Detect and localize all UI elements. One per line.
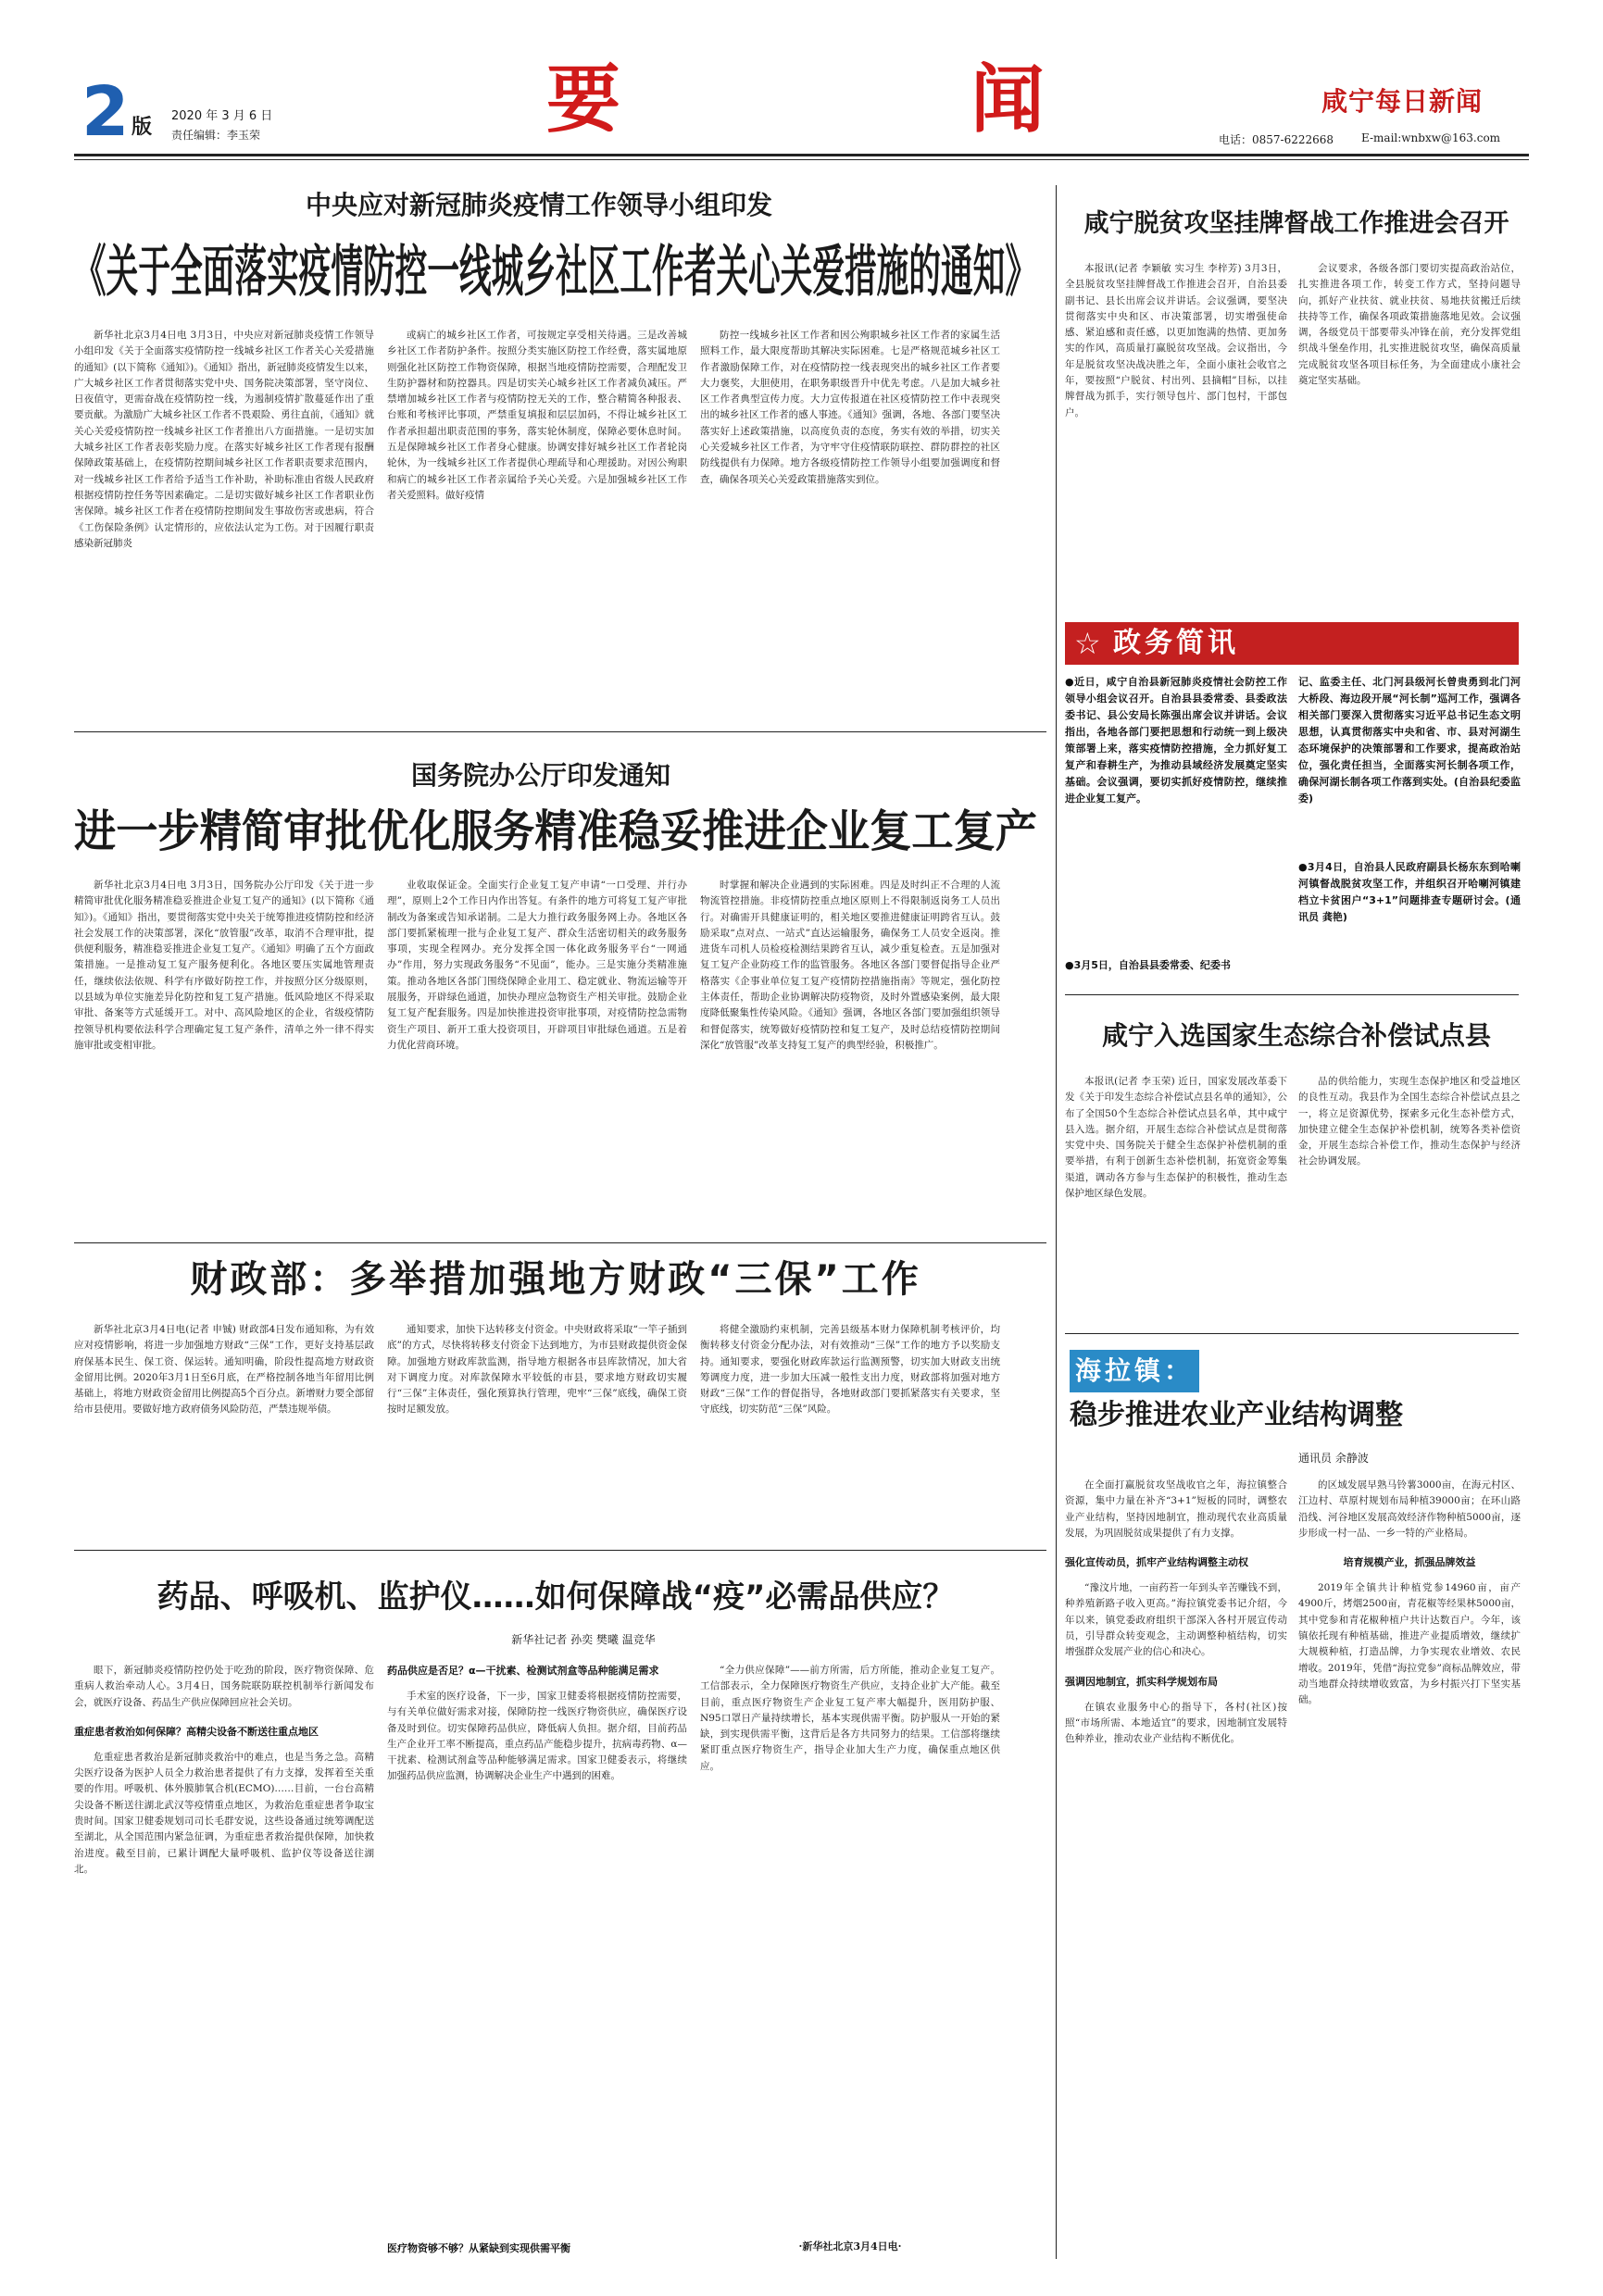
meeting-col2: 会议要求，各级各部门要切实提高政治站位，扎实推进各项工作，转变工作方式，坚持问题导向，抓好产业扶贫、就业扶贫、易地扶贫搬迁后续扶持等工作，确保各项政策措施落地见效。会议强调，各级党员干部要带头冲锋在前，充分发挥党组织战斗堡垒作用，扎实推进脱贫攻坚，确保高质量完成脱贫攻坚各项目标任务，为全面建成小康社会奠定坚实基础。 (1298, 263, 1521, 387)
meeting-title: 咸宁脱贫攻坚挂牌督战工作推进会召开 (1083, 209, 1509, 238)
article3-col2: 通知要求，加快下达转移支付资金。中央财政将采取“一竿子插到底”的方式，尽快将转移支付资金下达到地方，为市县财政提供资金保障。加强地方财政库款监测，指导地方根据各市县库款情况，加大省对下调度力度。对库款保障水平较低的市县，要求地方财政切实履行“三保”主体责任，强化预算执行管理，兜牢“三保”底线，确保工资按时足额发放。 (387, 1324, 687, 1416)
contact-phone: 电话：0857-6222668 (1219, 133, 1334, 146)
masthead-rule (74, 154, 1529, 156)
article4-subhead-3: 医疗物资够不够？从紧缺到实现供需平衡 (387, 2242, 570, 2254)
town-subhead-2: 强调因地制宜，抓实科学规划布局 (1065, 1675, 1218, 1688)
article1-col1: 新华社北京3月4日电 3月3日，中央应对新冠肺炎疫情工作领导小组印发《关于全面落实疫情防控一线城乡社区工作者关心关爱措施的通知》(以下简称《通知》)。《通知》指出，新冠肺炎疫情发生以来，广大城乡社区工作者贯彻落实党中央、国务院决策部署，坚守岗位、日夜值守，更需奋战在疫情防控一线，为遏制疫情扩散蔓延作出了重要贡献。为激励广大城乡社区工作者不畏艰险、勇往直前，《通知》就关心关爱疫情防控一线城乡社区工作者推出八方面措施。一是切实加大城乡社区工作者表彰奖励力度。在落实好城乡社区工作者现有报酬保障政策基础上，在疫情防控期间城乡社区工作者职责要求范围内，对一线城乡社区工作者给予适当工作补助，补助标准由省级人民政府根据疫情防控任务等因素确定。二是切实做好城乡社区工作者职业伤害保障。城乡社区工作者在疫情防控期间发生事故伤害或患病，符合《工伤保险条例》认定情形的，应依法认定为工伤。对于因履行职责感染新冠肺炎 (74, 330, 374, 549)
town-intro: 在全面打赢脱贫攻坚战收官之年，海拉镇整合资源，集中力量在补齐“3+1”短板的同时，调整农业产业结构，坚持因地制宜，推动现代农业高质量发展，为巩固脱贫成果提供了有力支撑。 (1065, 1479, 1287, 1539)
article2-col1: 新华社北京3月4日电 3月3日，国务院办公厅印发《关于进一步精简审批优化服务精准稳妥推进企业复工复产的通知》(以下简称《通知》)。《通知》指出，要贯彻落实党中央关于统筹推进疫情防控和经济社会发展工作的决策部署，深化“放管服”改革，取消不合理审批，提供便利服务，精准稳妥推进企业复工复产。《通知》明确了五个方面政策措施。一是推动复工复产服务便利化。各地区要压实属地管理责任，继续依法依规、科学有序做好防控工作，并按照分区分级原则，以县域为单位实施差异化防控和复工复产措施。低风险地区不得采取审批、备案等方式延缓开工。对中、高风险地区的企业，省级疫情防控领导机构要依法科学合理确定复工复产条件，清单之外一律不得实施审批或变相审批。 (74, 880, 374, 1051)
briefs-header-bar (1065, 622, 1519, 665)
article4-dateline: ·新华社北京3月4日电· (798, 2240, 902, 2252)
article4-subhead-2: 药品供应是否足？α—干扰素、检测试剂盒等品种能满足需求 (387, 1665, 659, 1677)
town-col1 (1065, 1478, 1287, 2259)
masthead-rule-thin (74, 159, 1529, 160)
town-label-box (1070, 1350, 1207, 1392)
briefs-header: 政务简讯 (1113, 627, 1239, 659)
article1-title-wrap (74, 239, 1037, 313)
article4-col2-body: 手术室的医疗设备，下一步，国家卫健委将根据疫情防控需要，与有关单位做好需求对接，保障防控一线医疗物资供应，确保医疗设备及时到位。切实保障药品供应，降低病人负担。据介绍，目前药品生产企业开工率不断提高，重点药品产能稳步提升，抗病毒药物、α—干扰素、检测试剂盒等品种能够满足需求。国家卫健委表示，将继续加强药品供应监测，协调解决企业生产中遇到的困难。 (387, 1691, 687, 1782)
article4-col3 (700, 1663, 1000, 2255)
town-col2-body-b: 2019年全镇共计种植党参14960亩，亩产4900斤，烤烟2500亩，青花椒等经果林5000亩，其中党参和青花椒种植户共计达数百户。今年，该镇依托现有种植基础，推进产业提质增效，继续扩大规模种植，打造品牌，力争实现农业增效、农民增收。2019年，凭借“海拉党参”商标品牌效应，带动当地群众持续增收致富，为乡村振兴打下坚实基础。 (1298, 1582, 1521, 1706)
issue-date: 2020 年 3 月 6 日 (171, 109, 273, 123)
article3-col3: 将健全激励约束机制，完善县级基本财力保障机制考核评价，均衡转移支付资金分配办法，对有效推动“三保”工作的地方予以奖励支持。通知要求，要强化财政库款运行监测预警，切实加大财政支出统筹调度力度，进一步加大压减一般性支出力度，财政部将加强对地方财政“三保”工作的督促指导，各地财政部门要抓紧落实有关要求，坚守底线，切实防范“三保”风险。 (700, 1324, 1000, 1416)
town-byline: 通讯员 余静波 (1298, 1452, 1369, 1465)
eco-title: 咸宁入选国家生态综合补偿试点县 (1101, 1020, 1491, 1051)
article2-title-wrap (74, 802, 1037, 868)
briefs-divider (1065, 994, 1519, 995)
article2-kicker: 国务院办公厅印发通知 (410, 760, 670, 791)
star-icon: ☆ (1074, 626, 1101, 661)
town-col2 (1298, 1478, 1521, 2259)
article2-title: 进一步精简审批优化服务精准稳妥推进企业复工复产 (74, 805, 1037, 857)
town-col1-body2: 在镇农业服务中心的指导下，各村(社区)按照“市场所需、本地适宜”的要求，因地制宜发展特色种养业，推动农业产业结构不断优化。 (1065, 1701, 1287, 1745)
sidebar-divider (1056, 185, 1057, 2259)
article4-byline: 新华社记者 孙奕 樊曦 温竞华 (511, 1633, 656, 1646)
page-number: 2 (81, 72, 130, 152)
town-title: 稳步推进农业产业结构调整 (1070, 1399, 1403, 1431)
article1-divider (74, 731, 1046, 732)
article2-divider (74, 1242, 1046, 1243)
brief-item-1: ●近日，咸宁自治县新冠肺炎疫情社会防控工作领导小组会议召开。自治县县委常委、县委政法委书记、县公安局长陈强出席会议并讲话。会议指出，各地各部门要把思想和行动统一到上级决策部署上来，落实疫情防控措施，全力抓好复工复产和春耕生产，为推动县域经济发展奠定坚实基础。会议强调，要切实抓好疫情防控，继续推进企业复工复产。 (1065, 676, 1287, 805)
brief-item-3: 记、监委主任、北门河县级河长曾贵勇到北门河大桥段、海边段开展“河长制”巡河工作，强调各相关部门要深入贯彻落实习近平总书记生态文明思想，认真贯彻落实中央和省、市、县对河湖生态环境保护的决策部署和工作要求，提高政治站位，强化责任担当，全面落实河长制各项工作，确保河湖长制各项工作落到实处。(自治县纪委监委) (1298, 676, 1521, 805)
article1-kicker: 中央应对新冠肺炎疫情工作领导小组印发 (305, 190, 772, 220)
editor-line: 责任编辑：李玉荣 (171, 129, 261, 142)
article2-col3: 时掌握和解决企业遇到的实际困难。四是及时纠正不合理的人流物流管控措施。非疫情防控重点地区原则上不得限制返岗务工人员出行。对确需开具健康证明的，相关地区要推进健康证明跨省互认。鼓励采取“点对点、一站式”直达运输服务，确保务工人员安全返岗。推进货车司机人员检疫检测结果跨省互认，减少重复检查。五是加强对复工复产企业防疫工作的监管服务。各地区各部门要督促指导企业严格落实《企事业单位复工复产疫情防控措施指南》等规定，强化防控主体责任，帮助企业协调解决防疫物资，及时外置感染案例，最大限度降低聚集性传染风险。《通知》强调，各地区各部门要加强组织领导和督促落实，统筹做好疫情防控和复工复产，及时总结疫情防控期间深化“放管服”改革支持复工复产的典型经验，积极推广。 (700, 880, 1000, 1051)
brief-item-3-start: ●3月5日，自治县县委常委、纪委书 (1065, 959, 1231, 971)
article4-subhead-1: 重症患者救治如何保障？高精尖设备不断送往重点地区 (74, 1725, 319, 1738)
town-col1-body: “豫汶片地，一亩药苔一年到头辛苦赚钱不到，种养殖新路子收入更高。”海拉镇党委书记介绍，今年以来，镇党委政府组织干部深入各村开展宣传动员，引导群众转变观念，主动调整种植结构，切实增强群众发展产业的信心和决心。 (1065, 1582, 1287, 1658)
article4-col3-body: “全力供应保障”——前方所需，后方所能，推动企业复工复产。工信部表示，全力保障医疗物资生产供应，支持企业扩大产能。截至目前，重点医疗物资生产企业复工复产率大幅提升，医用防护服、N95口罩日产量持续增长，基本实现供需平衡。防护服从一开始的紧缺，到实现供需平衡，这背后是各方共同努力的结果。工信部将继续紧盯重点医疗物资生产，指导企业加大生产力度，确保重点地区供应。 (700, 1665, 1000, 1772)
town-subhead-1: 强化宣传动员，抓牢产业结构调整主动权 (1065, 1556, 1248, 1569)
article1-col3: 防控一线城乡社区工作者和因公殉职城乡社区工作者的家属生活照料工作，最大限度帮助其解决实际困难。七是严格规范城乡社区工作者激励保障工作，对在疫情防控一线表现突出的城乡社区工作者要大力褒奖，大胆使用，在职务职级晋升中优先考虑。八是加大城乡社区工作者典型宣传力度。大力宣传报道在社区疫情防控工作中表现突出的城乡社区工作者的感人事迹。《通知》强调，各地、各部门要坚决落实好上述政策措施，以高度负责的态度，务实有效的举措，切实关心关爱城乡社区工作者，为守牢守住疫情联防联控、群防群控的社区防线提供有力保障。地方各级疫情防控工作领导小组要加强调度和督查，确保各项关心关爱政策措施落实到位。 (700, 330, 1000, 485)
masthead (0, 0, 1603, 176)
article3-col1: 新华社北京3月4日电(记者 申铖) 财政部4日发布通知称，为有效应对疫情影响，将进一步加强地方财政“三保”工作，更好支持基层政府保基本民生、保工资、保运转。通知明确，阶段性提高地方财政资金留用比例。2020年3月1日至6月底，在严格控制各地当年留用比例基础上，将地方财政资金留用比例提高5个百分点。新增财力要全部留给市县使用。要做好地方政府债务风险防范，严禁违规举债。 (74, 1324, 374, 1416)
brief-item-2: ●3月4日，自治县人民政府副县长杨东东到哈喇河镇督战脱贫攻坚工作，并组织召开哈喇河镇建档立卡贫困户“3+1”问题排查专题研讨会。(通讯员 龚艳) (1298, 861, 1521, 923)
contact-email: E-mail:wnbxw@163.com (1361, 131, 1501, 144)
article1-title: 《关于全面落实疫情防控一线城乡社区工作者关心关爱措施的通知》 (74, 240, 1037, 305)
eco-col2: 品的供给能力，实现生态保护地区和受益地区的良性互动。我县作为全国生态综合补偿试点县之一，将立足资源优势，探索多元化生态补偿方式，加快建立健全生态保护补偿机制，统筹各类补偿资金，开展生态综合补偿工作，推动生态保护与经济社会协调发展。 (1298, 1076, 1521, 1167)
meeting-col1: 本报讯(记者 李颖敏 实习生 李梓芳) 3月3日，全县脱贫攻坚挂牌督战工作推进会召开，自治县委副书记、县长出席会议并讲话。会议强调，要坚决贯彻落实中央和区、市决策部署，切实增强使命感、紧迫感和责任感，以更加饱满的热情、更加务实的作风，高质量打赢脱贫攻坚战。会议指出，今年是脱贫攻坚决战决胜之年，全面小康社会收官之年，要按照“户脱贫、村出列、县摘帽”目标，以挂牌督战为抓手，实行领导包片、部门包村，干部包户。 (1065, 263, 1287, 418)
article4-col2 (387, 1663, 687, 2255)
article4-col1 (74, 1663, 374, 2255)
article2-col2: 业收取保证金。全面实行企业复工复产申请“一口受理、并行办理”，原则上2个工作日内作出答复。有条件的地方可将复工复产审批制改为备案或告知承诺制。二是大力推行政务服务网上办。各地区各部门要抓紧梳理一批与企业复工复产、群众生活密切相关的政务服务事项，实现全程网办。充分发挥全国一体化政务服务平台“一网通办”作用，努力实现政务服务“不见面”，能办。三是实施分类精准施策。推动各地区各部门围绕保障企业用工、稳定就业、物流运输等开展服务，开辟绿色通道，加快办理应急物资生产相关审批。鼓励企业复工复产配套服务。四是加快推进投资审批事项，对疫情防控急需物资生产项目、新开工重大投资项目，开辟项目审批绿色通道。五是着力优化营商环境。 (387, 880, 687, 1051)
eco-divider (1065, 1333, 1519, 1334)
briefs-col1 (1065, 674, 1287, 985)
section-char-2: 闻 (971, 56, 1045, 143)
article4-col1-body: 危重症患者救治是新冠肺炎救治中的难点，也是当务之急。高精尖医疗设备为医护人员全力救治患者提供了有力支撑，发挥着至关重要的作用。呼吸机、体外膜肺氧合机(ECMO)……目前，一台台高精尖设备不断送往湖北武汉等疫情重点地区，为救治危重症患者争取宝贵时间。国家卫健委规划司司长毛群安说，这些设备通过统筹调配送至湖北，从全国范围内紧急征调，为重症患者救治提供保障，加快救治进度。截至目前，已累计调配大量呼吸机、监护仪等设备送往湖北。 (74, 1751, 374, 1875)
eco-col1: 本报讯(记者 李玉荣) 近日，国家发展改革委下发《关于印发生态综合补偿试点县名单的通知》，公布了全国50个生态综合补偿试点县名单，其中咸宁县入选。据介绍，开展生态综合补偿试点是贯彻落实党中央、国务院关于健全生态保护补偿机制的重要举措，有利于创新生态补偿机制，拓宽资金筹集渠道，调动各方参与生态保护的积极性，推动生态保护地区绿色发展。 (1065, 1076, 1287, 1200)
article1-col2: 或病亡的城乡社区工作者，可按规定享受相关待遇。三是改善城乡社区工作者防护条件。按照分类实施区防控工作经费，落实属地原则强化社区防控工作物资保障，根据当地疫情防控需要，合理配发卫生防护器材和防控器具。四是切实关心城乡社区工作者减负减压。严禁增加城乡社区工作者与疫情防控无关的工作，整合精简各种报表、台账和考核评比事项，严禁重复填报和层层加码，不得让城乡社区工作者承担超出职责范围的事务，落实轮休制度，保障必要休息时间。五是保障城乡社区工作者身心健康。协调安排好城乡社区工作者轮岗轮休，为一线城乡社区工作者提供心理疏导和心理援助。对因公殉职和病亡的城乡社区工作者亲属给予关心关爱。六是加强城乡社区工作者关爱照料。做好疫情 (387, 330, 687, 501)
town-label: 海拉镇： (1070, 1350, 1199, 1392)
page-number-suffix: 版 (131, 115, 153, 139)
newspaper-name: 咸宁每日新闻 (1321, 86, 1484, 117)
section-char-1: 要 (546, 56, 620, 143)
town-col2-body-a: 的区域发展早熟马铃薯3000亩，在海元村区、江边村、草原村规划布局种植39000亩；在环山路沿线、河谷地区发展高效经济作物种植5000亩，逐步形成一村一品、一乡一特的产业格局。 (1298, 1479, 1521, 1539)
article4-intro: 眼下，新冠肺炎疫情防控仍处于吃劲的阶段，医疗物资保障、危重病人救治牵动人心。3月4日，国务院联防联控机制举行新闻发布会，就医疗设备、药品生产供应保障回应社会关切。 (74, 1665, 374, 1708)
article3-title: 财政部：多举措加强地方财政“三保”工作 (190, 1258, 921, 1301)
article3-divider (74, 1550, 1046, 1551)
town-subhead-3: 培育规模产业，抓强品牌效益 (1343, 1556, 1476, 1569)
briefs-col2 (1298, 674, 1521, 985)
article4-title: 药品、呼吸机、监护仪……如何保障战“疫”必需品供应？ (157, 1578, 955, 1616)
